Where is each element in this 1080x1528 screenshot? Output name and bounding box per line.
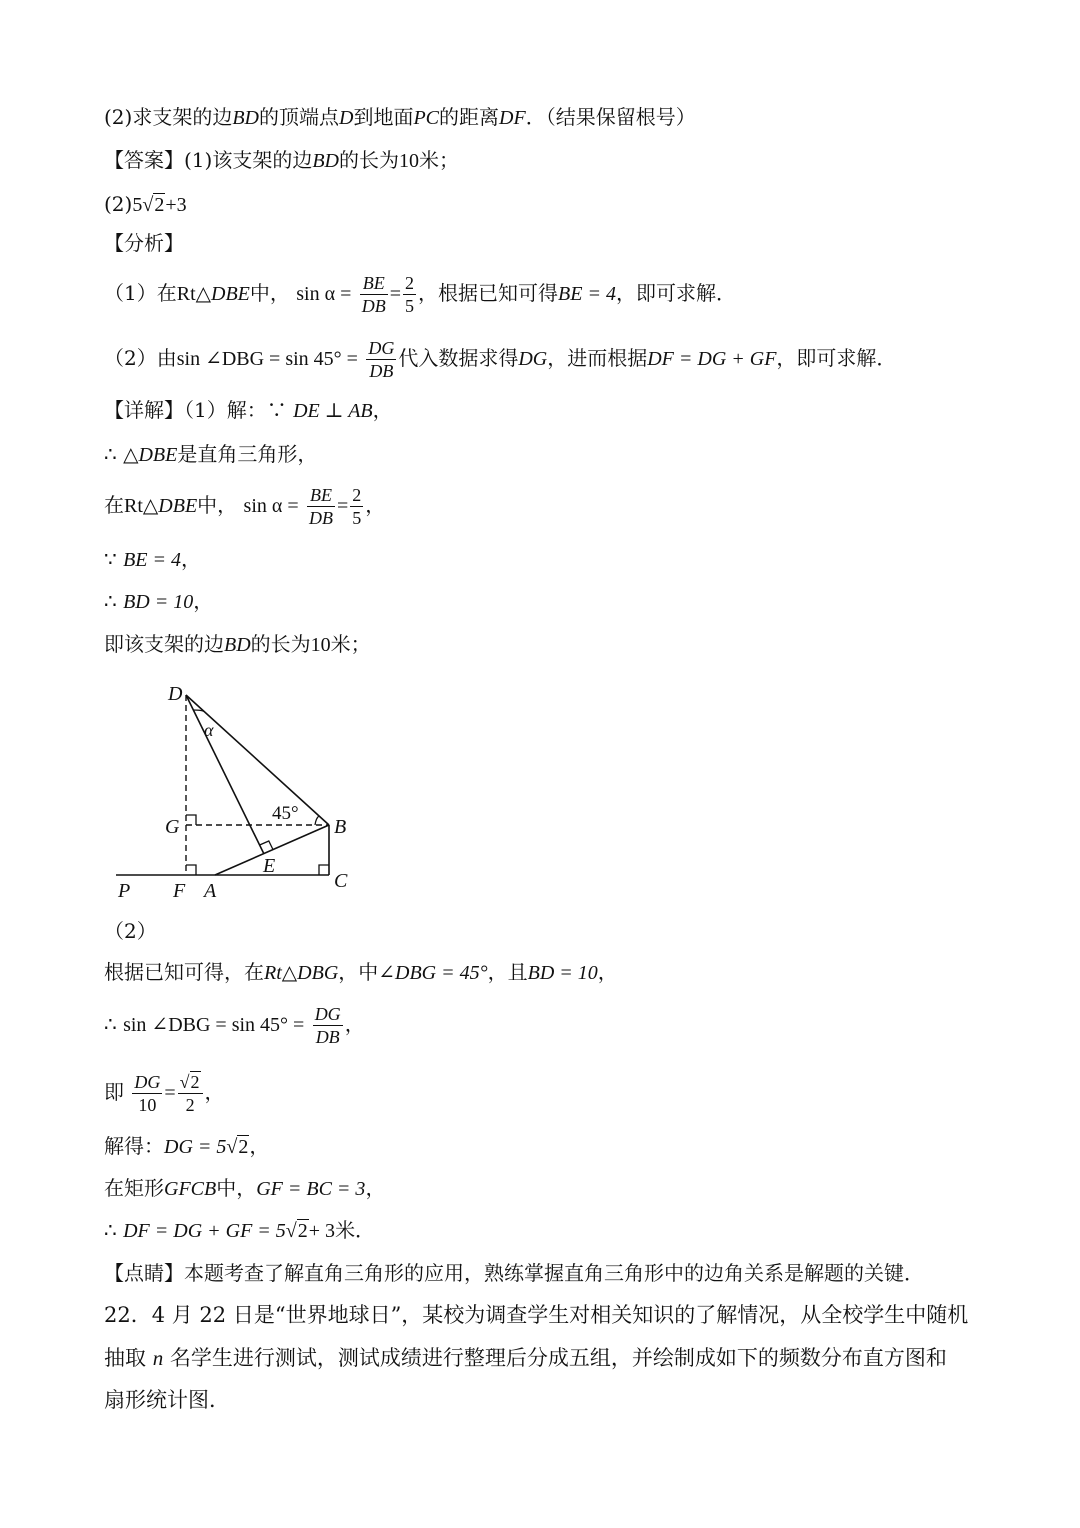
detail-line-5: ∴ BD = 10， — [104, 589, 214, 613]
right-angle-g — [186, 815, 196, 825]
geometry-figure — [100, 675, 370, 905]
q22-line-2: 抽取 n 名学生进行测试，测试成绩进行整理后分成五组，并绘制成如下的频数分布直方图和 — [104, 1346, 947, 1370]
part2-line-2: ∴ sin ∠DBG = sin 45° = $\frac{DG}{DB}$ ， — [104, 1004, 365, 1047]
question-2-line: (2)求支架的边BD的顶端点D到地面PC的距离DF．（结果保留根号） — [104, 105, 696, 129]
part2-line-1: 根据已知可得，在Rt△DBG，中∠DBG = 45°，且BD = 10， — [104, 960, 618, 984]
sqrt-symbol: √2 — [285, 1220, 308, 1242]
answer-line-1: 【答案】(1)该支架的边BD的长为10米； — [104, 148, 460, 172]
fraction-sqrt2-2: $\frac{√2}{2}$ — [178, 1071, 203, 1116]
q22-line-1: 22．4 月 22 日是“世界地球日”，某校为调查学生对相关知识的了解情况，从全校学生中随机 — [104, 1303, 969, 1327]
label-c: C — [334, 870, 348, 892]
q22-line-3: 扇形统计图． — [104, 1388, 230, 1412]
segment-de — [186, 695, 264, 854]
right-angle-c — [319, 865, 329, 875]
label-45: 45° — [272, 803, 299, 824]
part-2-label: （2） — [104, 919, 157, 943]
right-angle-f — [186, 865, 196, 875]
label-d: D — [168, 683, 183, 705]
label-f: F — [173, 880, 186, 902]
angle-alpha-arc — [194, 710, 204, 711]
detail-line-3: 在Rt△DBE中， sin α = $\frac{BE}{DB}$ = $\frac{2}{5}$ ， — [104, 485, 386, 528]
part2-line-6: ∴ DF = DG + GF = 5√2+ 3米． — [104, 1216, 375, 1245]
angle-45-arc — [315, 816, 319, 825]
analysis-line-2: （2）由sin ∠DBG = sin 45° = $\frac{DG}{DB}$ 代入数据求得DG，进而根据DF = DG + GF，即可求解． — [104, 338, 897, 381]
fraction-dg-10: $\frac{DG}{10}$ — [134, 1072, 161, 1115]
comment-label: 【点睛】 — [104, 1261, 184, 1285]
answer-line-2: (2)5√2+3 — [104, 190, 187, 219]
part2-line-4: 解得：DG = 5√2， — [104, 1132, 269, 1161]
fraction-be-db-2: $\frac{BE}{DB}$ — [309, 485, 333, 528]
comment-line: 【点睛】本题考查了解直角三角形的应用，熟练掌握直角三角形中的边角关系是解题的关键． — [104, 1261, 924, 1285]
sqrt-symbol: √2 — [179, 1072, 200, 1092]
fraction-be-db: $\frac{BE}{DB}$ — [361, 273, 386, 316]
fraction-2-5-2: $\frac{2}{5}$ — [352, 485, 362, 528]
label-p: P — [118, 880, 131, 902]
fraction-2-5: $\frac{2}{5}$ — [405, 273, 415, 316]
detail-line-2: ∴ △DBE是直角三角形， — [104, 442, 318, 466]
detail-line-6: 即该支架的边BD的长为10米； — [104, 632, 371, 656]
label-g: G — [165, 816, 180, 838]
label-b: B — [334, 816, 347, 838]
analysis-line-1: （1）在Rt△DBE中， sin α = $\frac{BE}{DB}$ = $\frac{2}{5}$ ，根据已知可得BE = 4，即可求解． — [104, 273, 736, 316]
sqrt-symbol: √2 — [226, 1136, 249, 1158]
label-e: E — [263, 855, 276, 877]
detail-line-4: ∵ BE = 4， — [104, 547, 202, 571]
label-a: A — [204, 880, 217, 902]
fraction-dg-db-2: $\frac{DG}{DB}$ — [314, 1004, 341, 1047]
detail-line-1: 【详解】（1）解：∵ DE ⊥ AB， — [104, 398, 393, 422]
fraction-dg-db: $\frac{DG}{DB}$ — [368, 338, 395, 381]
answer-label: 【答案】 — [104, 148, 184, 172]
analysis-label: 【分析】 — [104, 231, 184, 255]
part2-line-5: 在矩形GFCB中，GF = BC = 3， — [104, 1176, 386, 1200]
label-alpha: α — [204, 720, 214, 740]
part2-line-3: 即 $\frac{DG}{10}$ = $\frac{√2}{2}$ ， — [104, 1072, 225, 1115]
sqrt-symbol: √2 — [142, 194, 165, 216]
segment-db — [186, 695, 329, 825]
